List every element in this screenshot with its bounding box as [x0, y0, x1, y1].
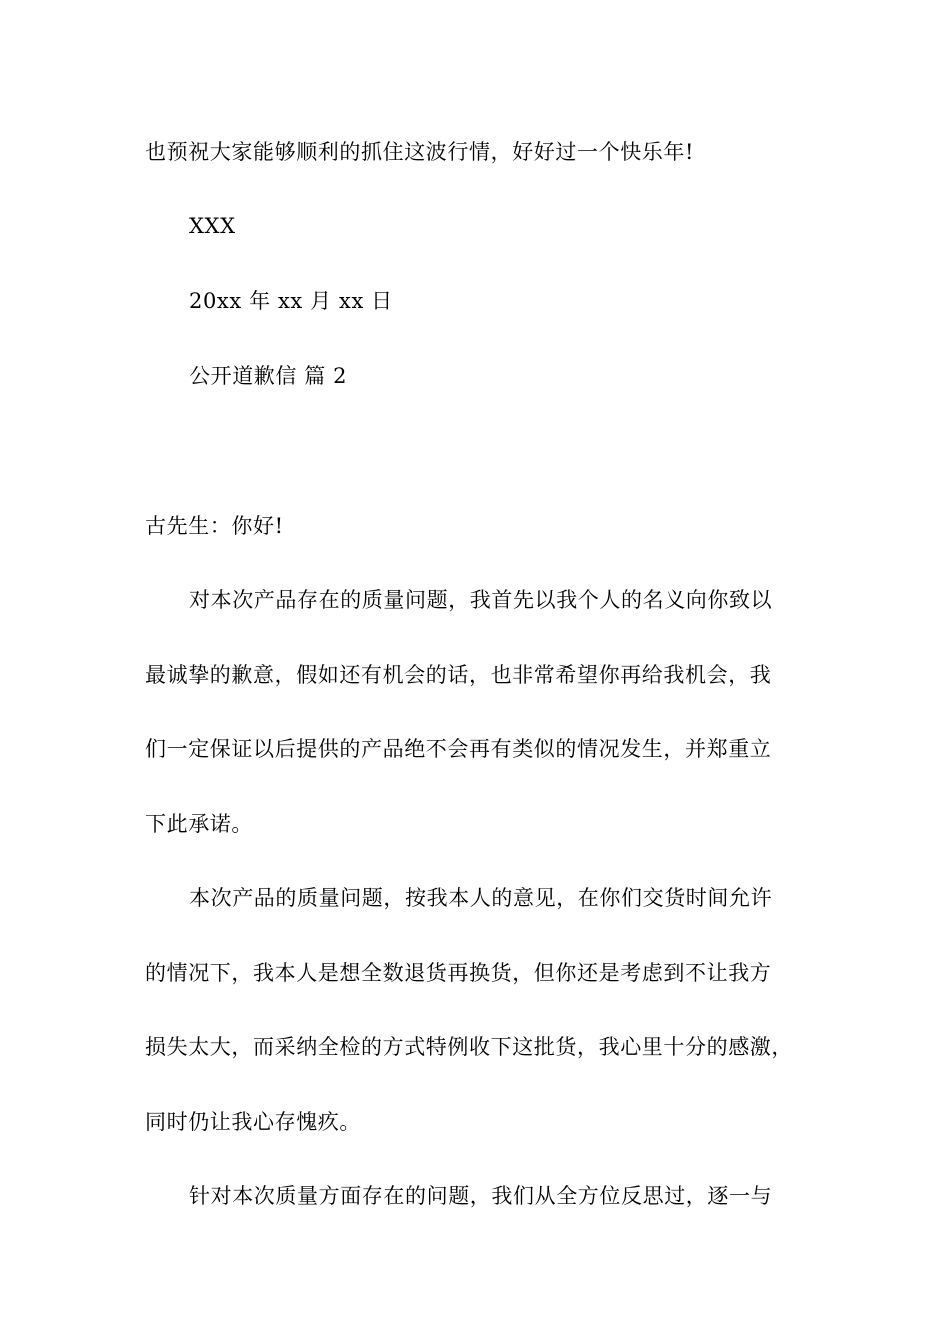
paragraph-1-line-4: 下此承诺。: [145, 812, 253, 836]
paragraph-1-line-1: 对本次产品存在的质量问题，我首先以我个人的名义向你致以: [189, 588, 773, 612]
paragraph-2-line-2: 的情况下，我本人是想全数退货再换货，但你还是考虑到不让我方: [145, 961, 772, 985]
paragraph-2-line-1: 本次产品的质量问题，按我本人的意见，在你们交货时间允许: [189, 886, 773, 910]
paragraph-3-line-1: 针对本次质量方面存在的问题，我们从全方位反思过，逐一与: [189, 1184, 773, 1208]
salutation: 古先生：你好!: [145, 514, 284, 538]
paragraph-1-line-2: 最诚挚的歉意，假如还有机会的话，也非常希望你再给我机会，我: [145, 663, 772, 687]
signature-date: 20xx 年 xx 月 xx 日: [189, 289, 393, 313]
paragraph-1-line-3: 们一定保证以后提供的产品绝不会再有类似的情况发生，并郑重立: [145, 737, 772, 761]
section-title: 公开道歉信 篇 2: [189, 364, 348, 388]
paragraph-2-line-4: 同时仍让我心存愧疚。: [145, 1110, 361, 1134]
paragraph-closing-wish: 也预祝大家能够顺利的抓住这波行情，好好过一个快乐年!: [145, 140, 695, 164]
signature-name: XXX: [189, 214, 236, 238]
paragraph-2-line-3: 损失太大，而采纳全检的方式特例收下这批货，我心里十分的感激，: [145, 1035, 793, 1059]
